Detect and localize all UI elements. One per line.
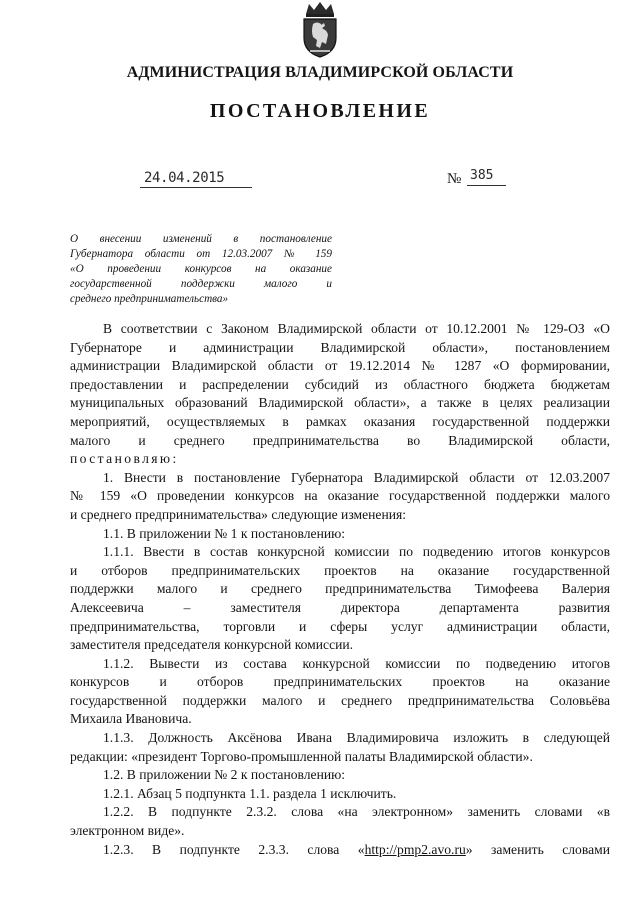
body-line: 1. Внести в постановление Губернатора Владимирской области от 12.03.2007 bbox=[103, 469, 610, 485]
subject-line: «О проведении конкурсов на оказание bbox=[70, 263, 332, 275]
resolve-word: постановляю: bbox=[70, 451, 179, 467]
body-line: малого и среднего предпринимательства во Владимирской области, bbox=[70, 432, 610, 448]
body-line: и среднего предпринимательства» следующие изменения: bbox=[70, 506, 407, 522]
body-line: администрации Владимирской области от 19.12.2014 № 1287 «О формировании, bbox=[70, 358, 610, 374]
subject-line: среднего предпринимательства» bbox=[70, 293, 229, 305]
body-line: государственной поддержки малого и среднего предпринимательства Соловьёва bbox=[70, 692, 610, 708]
body-line: электронном виде». bbox=[70, 823, 185, 839]
body-line: поддержки малого и среднего предпринимательства Тимофеева Валерия bbox=[70, 581, 610, 597]
body-line: В соответствии с Законом Владимирской области от 10.12.2001 № 129-ОЗ «О bbox=[103, 321, 610, 336]
organization-title: АДМИНИСТРАЦИЯ ВЛАДИМИРСКОЙ ОБЛАСТИ bbox=[126, 64, 514, 81]
body-line: конкурсов и отборов предпринимательских проектов на оказание bbox=[70, 674, 610, 690]
vladimir-coat-of-arms-icon bbox=[298, 0, 342, 58]
body-line: редакции: «президент Торгово-промышленной палаты Владимирской области». bbox=[70, 748, 533, 764]
body-line: мероприятий, осуществляемых в рамках оказания государственной поддержки bbox=[70, 413, 610, 429]
body-line: 1.1.1. Ввести в состав конкурсной комиссии по подведению итогов конкурсов bbox=[103, 544, 610, 560]
body-line: предпринимательства, торговли и сферы услуг администрации области, bbox=[70, 618, 610, 634]
body-line: Алексеевича – заместителя директора департамента развития bbox=[70, 599, 610, 615]
document-subject bbox=[70, 232, 332, 307]
body-line-with-link bbox=[70, 841, 610, 860]
body-line: 1.2.1. Абзац 5 подпункта 1.1. раздела 1 исключить. bbox=[103, 785, 397, 801]
body-line: 1.1.3. Должность Аксёнова Ивана Владимировича изложить в следующей bbox=[103, 730, 610, 746]
document-date: 24.04.2015 bbox=[140, 170, 252, 188]
body-line: муниципальных образований Владимирской области», а также в целях реализации bbox=[70, 395, 610, 411]
body-line: предоставлении и распределении субсидий из областного бюджета бюджетам bbox=[70, 376, 610, 392]
body-line: 1.1. В приложении № 1 к постановлению: bbox=[103, 525, 346, 541]
body-line: 1.2.2. В подпункте 2.3.2. слова «на электронном» заменить словами «в bbox=[103, 804, 610, 820]
link-suffix-text: » заменить словами bbox=[465, 841, 610, 857]
body-line: Михаила Ивановича. bbox=[70, 711, 192, 727]
body-line: 1.1.2. Вывести из состава конкурсной комиссии по подведению итогов bbox=[103, 655, 610, 671]
subject-line: государственной поддержки малого и bbox=[70, 278, 332, 290]
website-link[interactable]: http://pmp2.avo.ru bbox=[364, 841, 466, 857]
body-line: заместителя председателя конкурсной комиссии. bbox=[70, 637, 354, 653]
document-number: 385 bbox=[467, 168, 506, 186]
link-prefix-text: 1.2.3. В подпункте 2.3.3. слова « bbox=[103, 841, 365, 857]
body-line: 1.2. В приложении № 2 к постановлению: bbox=[103, 767, 346, 783]
body-line: и отборов предпринимательских проектов на оказание государственной bbox=[70, 562, 610, 578]
body-line: Губернаторе и администрации Владимирской области», постановлением bbox=[70, 339, 610, 355]
document-number-label: № bbox=[447, 171, 462, 187]
subject-line: Губернатора области от 12.03.2007 № 159 bbox=[70, 248, 332, 260]
subject-line: О внесении изменений в постановление bbox=[70, 233, 332, 245]
document-type-title: ПОСТАНОВЛЕНИЕ bbox=[209, 100, 431, 122]
body-line: № 159 «О проведении конкурсов на оказание государственной поддержки малого bbox=[70, 488, 610, 504]
document-body bbox=[70, 320, 610, 859]
